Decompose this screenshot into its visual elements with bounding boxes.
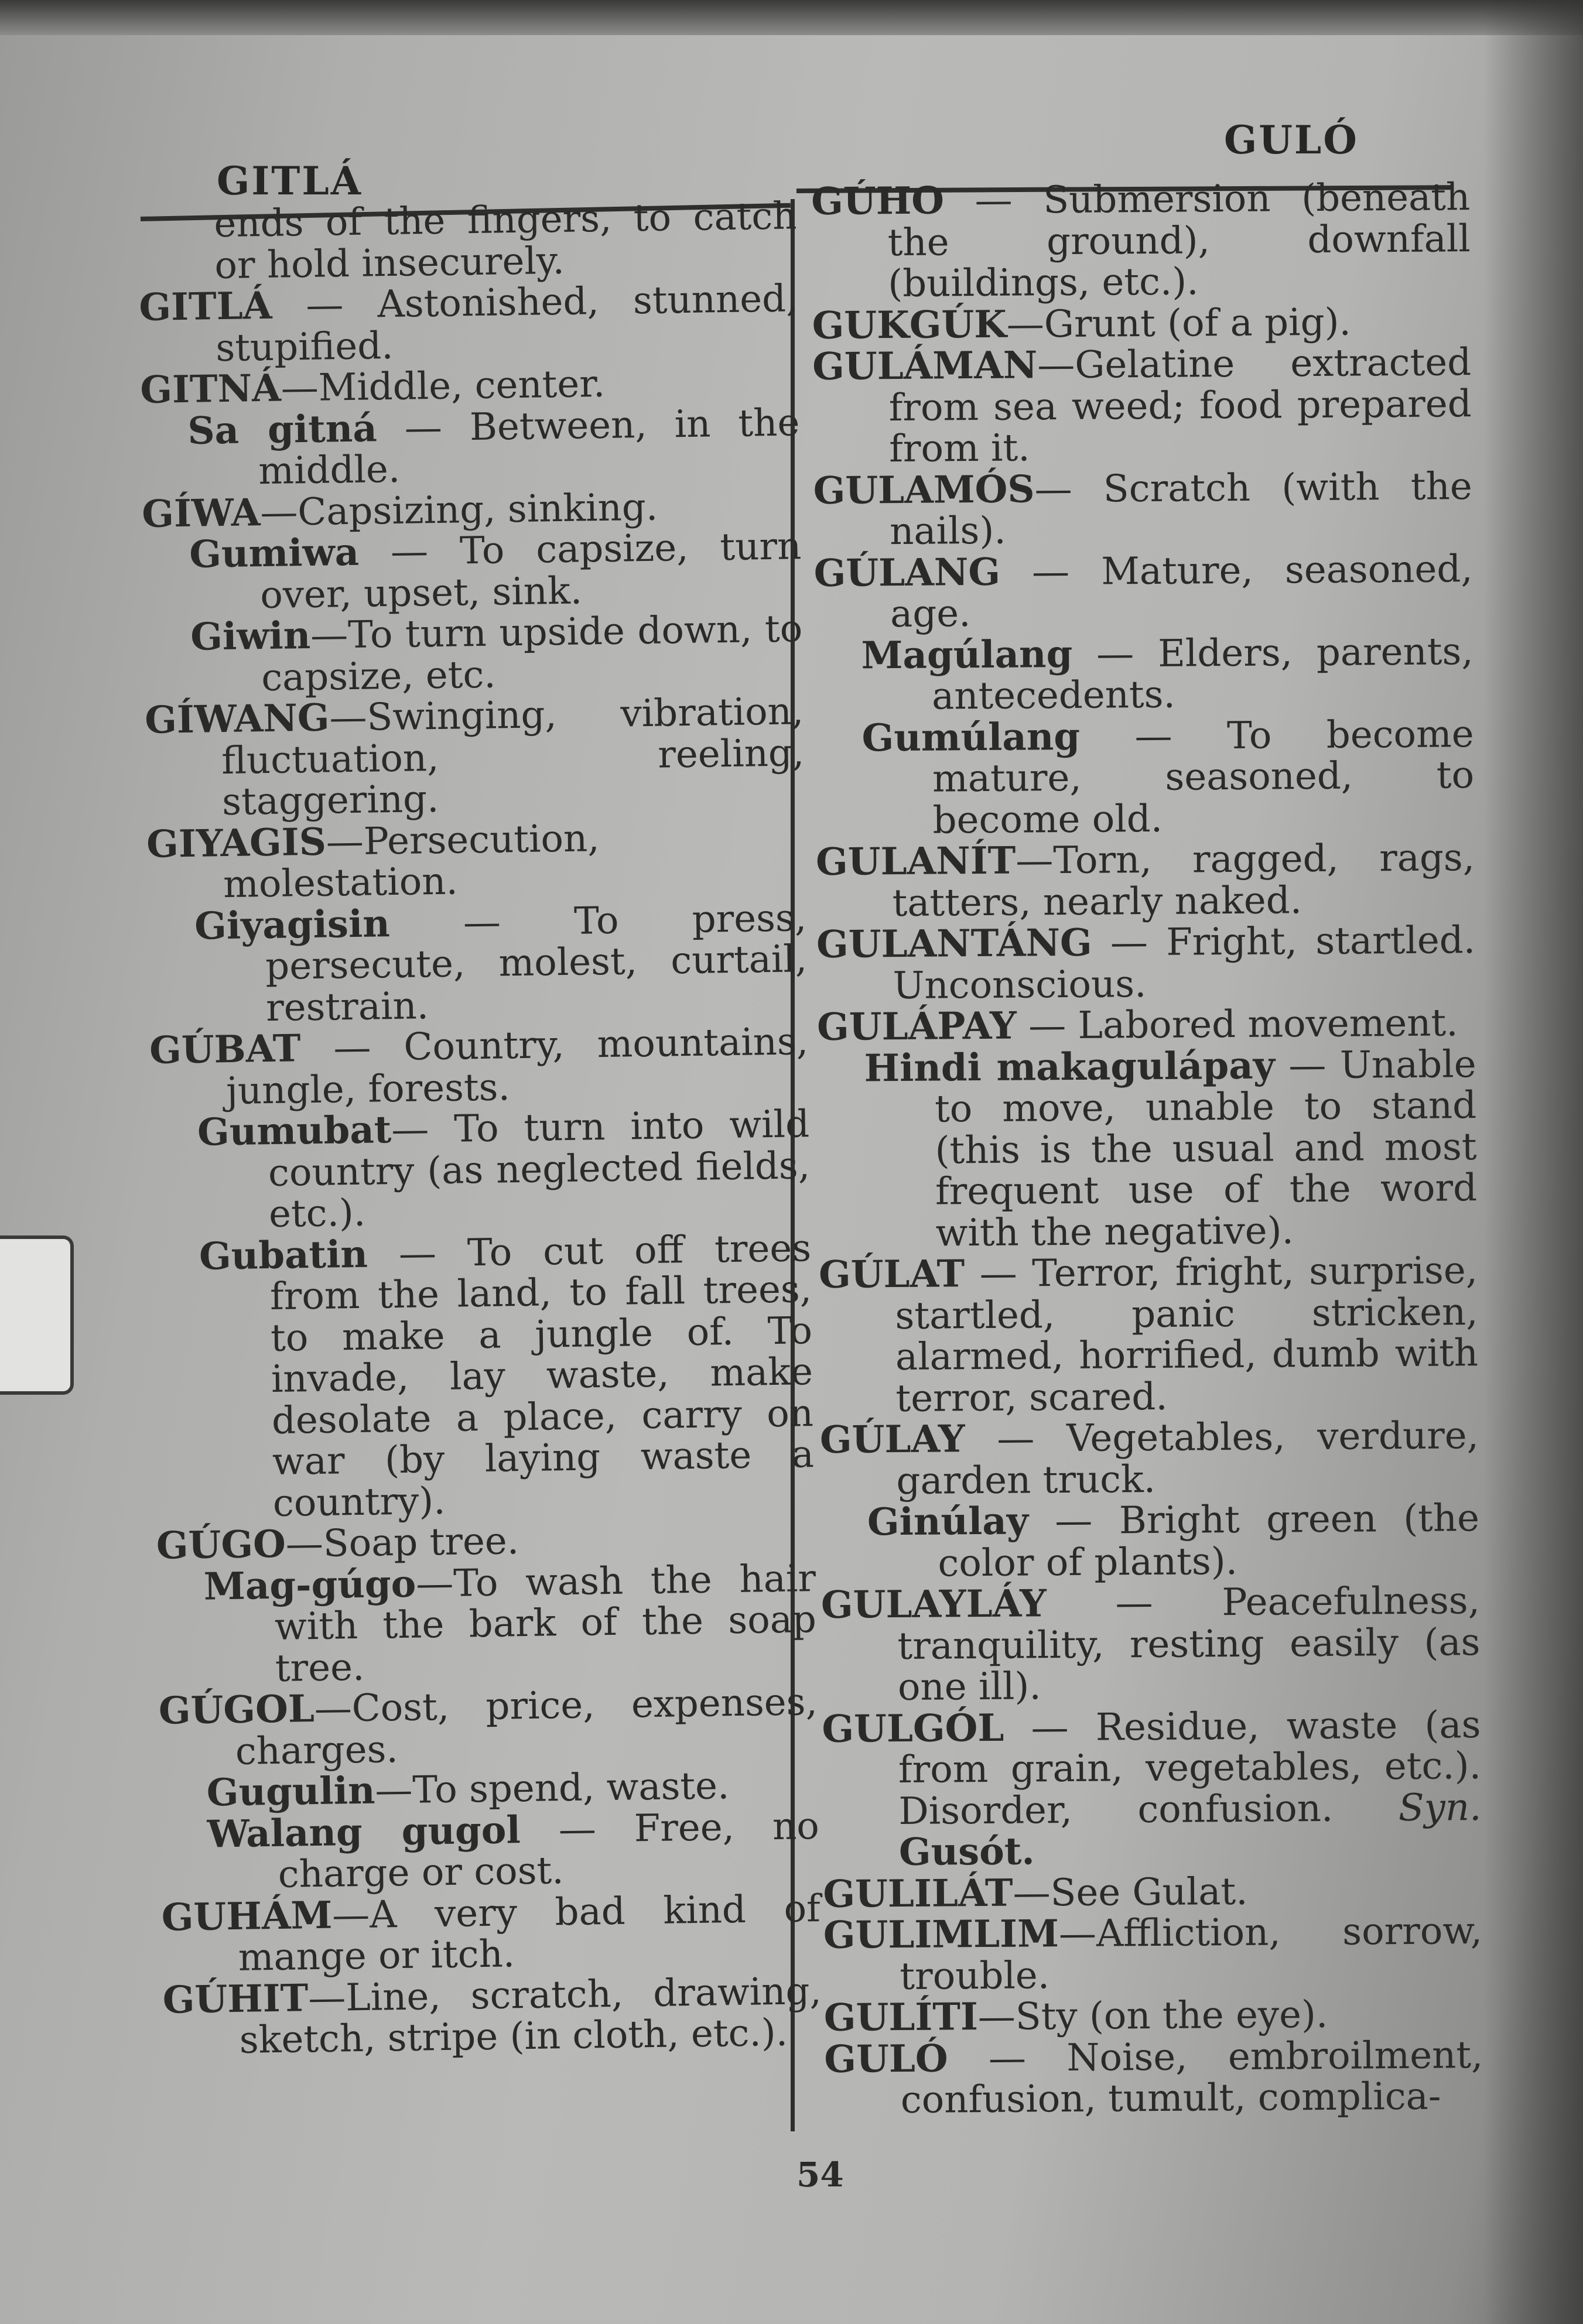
dictionary-entry [152,1228,815,1526]
entry-definition: — Country, mountains, jungle, forests. [225,1020,809,1113]
entry-definition: — Scratch (with the nails). [889,464,1472,554]
entry-headword: GITLÁ [138,283,272,330]
entry-headword: Hindi makagulápay [864,1043,1276,1090]
entry-definition: — Unable to move, unable to stand (this is the usual and most frequent use of the word with the negative). [934,1042,1478,1255]
entry-definition: —Cost, price, expenses, charges. [235,1680,818,1774]
entry-headword: GUKGÚK [812,302,1007,348]
dictionary-entry [813,466,1472,553]
dictionary-entry [823,1911,1483,1998]
synonym-word: Gusót. [898,1829,1035,1875]
dictionary-entry [142,526,802,618]
entry-headword: GULIMLIM [823,1912,1059,1957]
entry-definition: — Noise, embroilment, confusion, tumult, complica- [900,2033,1483,2123]
dictionary-entry [151,1104,811,1237]
entry-headword: GULGÓL [822,1706,1004,1751]
entry-definition: — Submersion (beneath the ground), downfall (buildings, etc.). [887,176,1471,306]
entry-headword: Magúlang [861,632,1073,677]
entry-headword: GULANTÁNG [816,920,1092,967]
entry-headword: Gumúlang [861,714,1081,760]
entry-definition: —To spend, waste. [374,1764,730,1813]
running-header-right: GULÓ [1224,117,1359,163]
entry-definition: — Peacefulness, tranquility, resting easily (as one ill). [897,1579,1481,1710]
entry-headword: GÚGOL [158,1687,315,1733]
entry-headword: GÚLAY [819,1417,965,1462]
dictionary-entry [823,1870,1482,1915]
entry-definition: —To turn upside down, to capsize, etc. [261,607,803,700]
entry-definition: —Persecution, molestation. [223,816,600,907]
entry-headword: GULAMÓS [813,467,1035,513]
entry-definition: —To wash the hair with the bark of the soap tree. [274,1556,817,1690]
entry-headword: GULÍTI [823,1995,979,2040]
dictionary-entry [824,1993,1483,2039]
left-column [138,196,822,2062]
entry-headword: Gumiwa [189,530,360,577]
entry-definition: — To become mature, seasoned, to become old. [932,712,1475,843]
entry-definition: ends of the fingers, to catch or hold insecurely. [213,194,797,287]
entry-headword: GITNÁ [139,366,282,412]
entry-definition: —Gelatine extracted from sea weed; food prepared from it. [888,341,1472,471]
page-number: 54 [796,2155,844,2195]
entry-definition: —Soap tree. [285,1519,519,1566]
entry-headword: GÚLAT [818,1252,965,1297]
entry-definition: —Line, scratch, drawing, sketch, stripe (in cloth, etc.). [239,1969,822,2062]
dictionary-entry [820,1498,1480,1585]
dictionary-entry [160,1806,820,1898]
right-column [811,177,1483,2121]
entry-definition: — Labored movement. [1016,1001,1458,1048]
entry-headword: Gubatin [199,1232,368,1279]
entry-definition: — Between, in the middle. [258,401,800,494]
entry-definition: — Free, no charge or cost. [278,1804,820,1897]
dictionary-entry [813,549,1473,636]
dictionary-entry [819,1250,1479,1420]
entry-headword: Giwin [190,613,311,659]
entry-headword: Ginúlay [867,1499,1029,1545]
dictionary-entry [820,1415,1479,1502]
entry-definition: — To turn into wild country (as neglected fields, etc.). [268,1103,811,1237]
entry-headword: GULILÁT [823,1871,1013,1916]
entry-headword: Giyagisin [194,901,391,949]
dictionary-entry [143,608,804,700]
entry-headword: Gumubat [197,1108,392,1155]
top-shadow [0,0,1583,35]
dictionary-entry [817,1044,1477,1255]
entry-definition: —Affliction, sorrow, trouble. [900,1909,1483,1998]
entry-headword: GÚLANG [813,550,1001,595]
entry-headword: GÚHO [811,179,945,224]
entry-headword: Walang gugol [207,1808,521,1857]
dictionary-entry [161,1888,821,1980]
entry-headword: GIYAGIS [146,820,327,867]
dictionary-entry [156,1558,817,1691]
entry-definition: —A very bad kind of mange or itch. [238,1887,821,1980]
entry-definition: —Middle, center. [281,362,606,410]
dictionary-entry [145,691,805,824]
entry-definition: — Fright, startled. Unconscious. [893,919,1476,1008]
entry-headword: Gugulin [206,1768,375,1815]
entry-headword: GÍWANG [144,696,330,742]
dictionary-entry [812,301,1471,347]
entry-headword: GULAYLÁY [820,1582,1047,1627]
dictionary-entry [822,1705,1482,1874]
dictionary-entry [162,1970,822,2062]
dictionary-entry [148,898,808,1031]
entry-definition: —Sty (on the eye). [977,1993,1328,2039]
dictionary-entry [824,2035,1483,2122]
dictionary-entry [811,177,1471,305]
dictionary-entry [814,631,1473,718]
entry-headword: Mag-gúgo [203,1562,416,1609]
entry-definition: —See Gulat. [1013,1870,1248,1915]
dictionary-entry [815,714,1474,842]
entry-headword: GULÓ [824,2036,948,2082]
entry-headword: GULÁMAN [812,343,1038,389]
entry-definition: —Swinging, vibration, fluctuation, reeling, staggering. [221,690,805,824]
entry-definition: — Astonished, stunned, stupified. [215,277,798,370]
dictionary-entry [821,1580,1481,1709]
synonym-label: Syn. [1398,1785,1482,1830]
thumb-index-tab [0,1235,74,1395]
entry-headword: GÚHIT [162,1976,309,2022]
dictionary-entry [141,402,801,494]
entry-definition: — Vegetables, verdure, garden truck. [896,1414,1479,1503]
entry-definition: — Bright green (the color of plants). [938,1497,1480,1586]
dictionary-entry [812,342,1472,470]
dictionary-entry [817,1002,1476,1048]
dictionary-entry [816,920,1476,1007]
entry-definition: — Elders, parents, antecedents. [931,629,1473,718]
dictionary-entry [149,1021,809,1113]
dictionary-entry [158,1682,818,1774]
entry-definition: —Grunt (of a pig). [1006,300,1352,347]
entry-definition: — To capsize, turn over, upset, sink. [259,525,802,617]
entry-definition: — To cut off trees from the land, to fall trees, to make a jungle of. To invade, lay waste, make desolate a place, carry on war (by laying waste a country). [269,1226,815,1525]
entry-headword: GUHÁM [161,1893,333,1940]
entry-headword: GULÁPAY [816,1004,1017,1049]
entry-headword: GÚBAT [149,1026,302,1073]
entry-definition: — Terror, fright, surprise, startled, panic stricken, alarmed, horrified, dumb with terror, scared. [895,1249,1479,1421]
running-header-left: GITLÁ [217,158,363,204]
dictionary-entry [146,815,806,907]
dictionary-entry [138,196,798,287]
entry-headword: GÚGO [156,1522,286,1568]
entry-headword: GÍWA [141,490,261,536]
entry-definition: — To press, persecute, molest, curtail, restrain. [265,896,808,1030]
entry-headword: Sa gitná [187,406,378,453]
dictionary-entry [816,837,1475,925]
dictionary-entry [139,278,799,370]
entry-definition: —Capsizing, sinking. [259,485,658,535]
entry-definition: — Mature, seasoned, age. [890,547,1473,636]
entry-definition: —Torn, ragged, rags, tatters, nearly naked. [892,836,1475,925]
entry-headword: GULANÍT [815,838,1016,884]
entry-definition: — Residue, waste (as from grain, vegetables, etc.). Disorder, confusion. [898,1703,1482,1833]
right-edge-shadow [1483,0,1583,2324]
